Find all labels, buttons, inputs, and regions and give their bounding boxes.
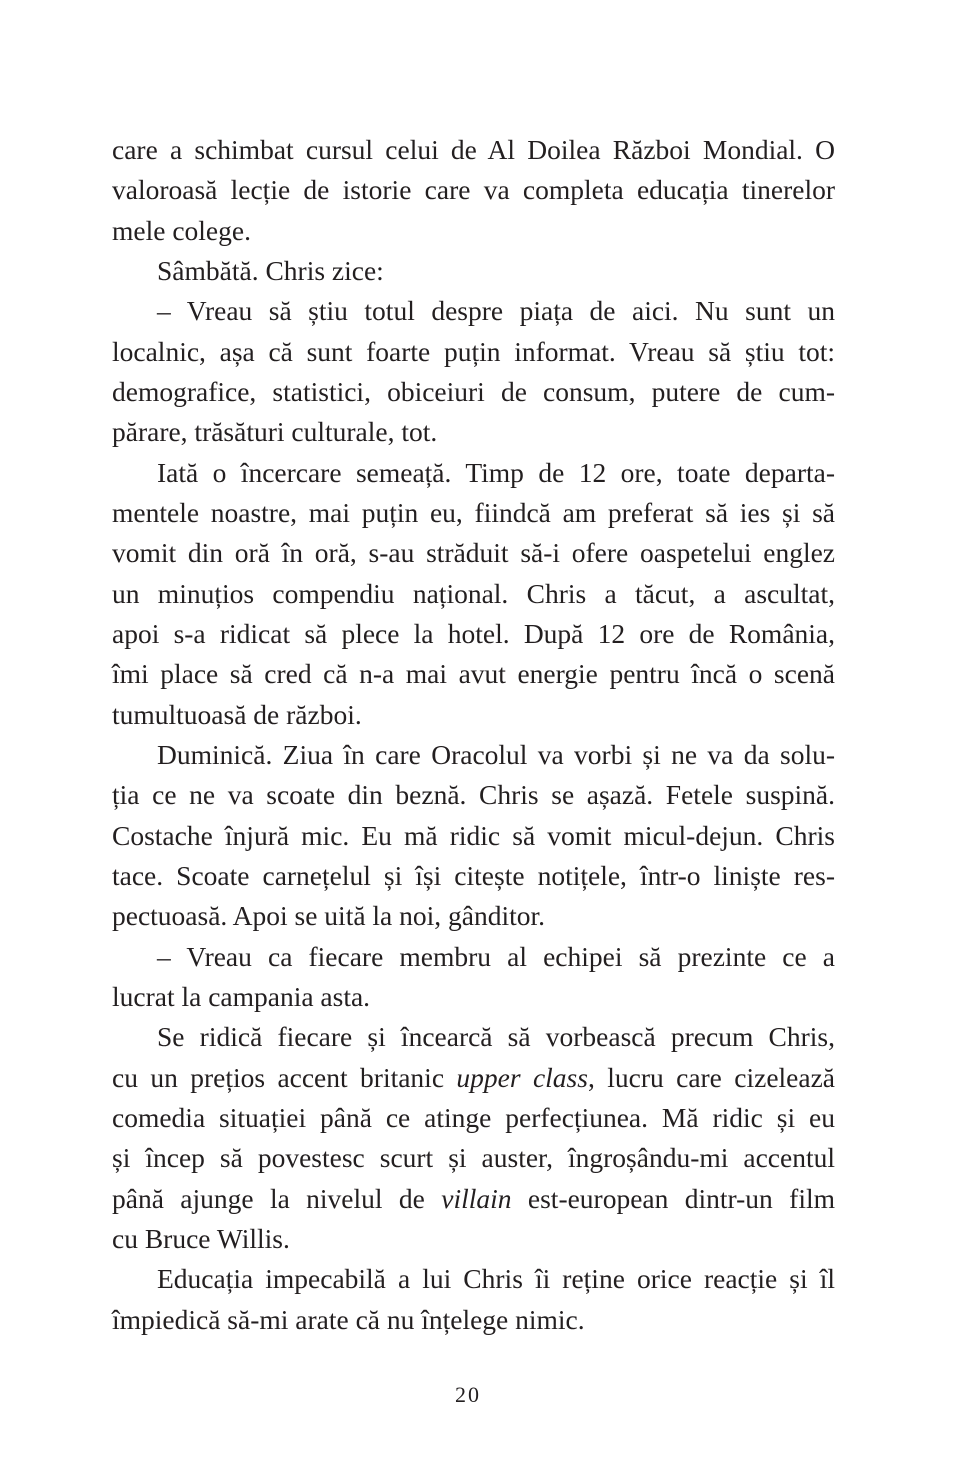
text-segment: cu un prețios accent britanic <box>112 1061 457 1093</box>
text-segment: est-european dintr-un film <box>511 1182 835 1214</box>
text-line: apoi s-a ridicat să plece la hotel. După 12 ore de România, <box>112 617 835 649</box>
text-line: – Vreau ca fiecare membru al echipei să prezinte ce a <box>157 940 835 972</box>
text-line: tace. Scoate carnețelul și își citește notițele, într-o liniște res- <box>112 859 835 891</box>
text-line: lucrat la campania asta. <box>112 980 371 1012</box>
text-line: Educația impecabilă a lui Chris îi reține orice reacție și îl <box>157 1263 835 1295</box>
text-line: valoroasă lecție de istorie care va completa educația tinerelor <box>112 174 835 206</box>
italic-phrase: upper class <box>456 1061 588 1093</box>
text-line: Costache înjură mic. Eu mă ridic să vomit micul-dejun. Chris <box>112 819 835 851</box>
text-line: localnic, așa că sunt foarte puțin informat. Vreau să știu tot: <box>112 335 835 367</box>
text-line: pectuoasă. Apoi se uită la noi, gânditor. <box>112 900 546 932</box>
text-line: Se ridică fiecare și încearcă să vorbească precum Chris, <box>157 1021 835 1053</box>
text-line: și încep să povestesc scurt și auster, îngroșându-mi accentul <box>112 1142 835 1174</box>
text-line: îmi place să cred că n-a mai avut energie pentru încă o scenă <box>112 658 835 690</box>
book-page-body <box>112 130 835 1340</box>
text-line: – Vreau să știu totul despre piața de aici. Nu sunt un <box>157 295 835 327</box>
text-line: mentele noastre, mai puțin eu, fiindcă am preferat să ies și să <box>112 496 835 528</box>
text-segment: până ajunge la nivelul de <box>112 1182 442 1214</box>
text-line: un minuțios compendiu național. Chris a tăcut, a ascultat, <box>112 577 835 609</box>
text-line: Sâmbătă. Chris zice: <box>157 254 384 286</box>
text-segment: , lucru care cizelează <box>587 1061 835 1093</box>
text-line <box>112 1179 835 1219</box>
italic-phrase: villain <box>441 1182 512 1214</box>
text-line: comedia situației până ce atinge perfecțiunea. Mă ridic și eu <box>112 1101 835 1133</box>
page-number: 20 <box>455 1382 481 1407</box>
text-line <box>112 1058 835 1098</box>
text-line: Duminică. Ziua în care Oracolul va vorbi și ne va da solu- <box>157 738 835 770</box>
text-line: vomit din oră în oră, s-au străduit să-i ofere oaspetelui englez <box>112 537 835 569</box>
text-line: demografice, statistici, obiceiuri de consum, putere de cum- <box>112 375 835 407</box>
text-line: împiedică să-mi arate că nu înțelege nimic. <box>112 1303 585 1335</box>
text-line: care a schimbat cursul celui de Al Doilea Război Mondial. O <box>112 134 835 165</box>
text-line: ția ce ne va scoate din beznă. Chris se așază. Fetele suspină. <box>112 779 835 811</box>
text-line: mele colege. <box>112 214 251 246</box>
text-line: tumultuoasă de război. <box>112 698 362 730</box>
text-line: cu Bruce Willis. <box>112 1222 290 1254</box>
text-line: părare, trăsături culturale, tot. <box>112 416 438 448</box>
text-line: Iată o încercare semeață. Timp de 12 ore, toate departa- <box>157 456 835 488</box>
